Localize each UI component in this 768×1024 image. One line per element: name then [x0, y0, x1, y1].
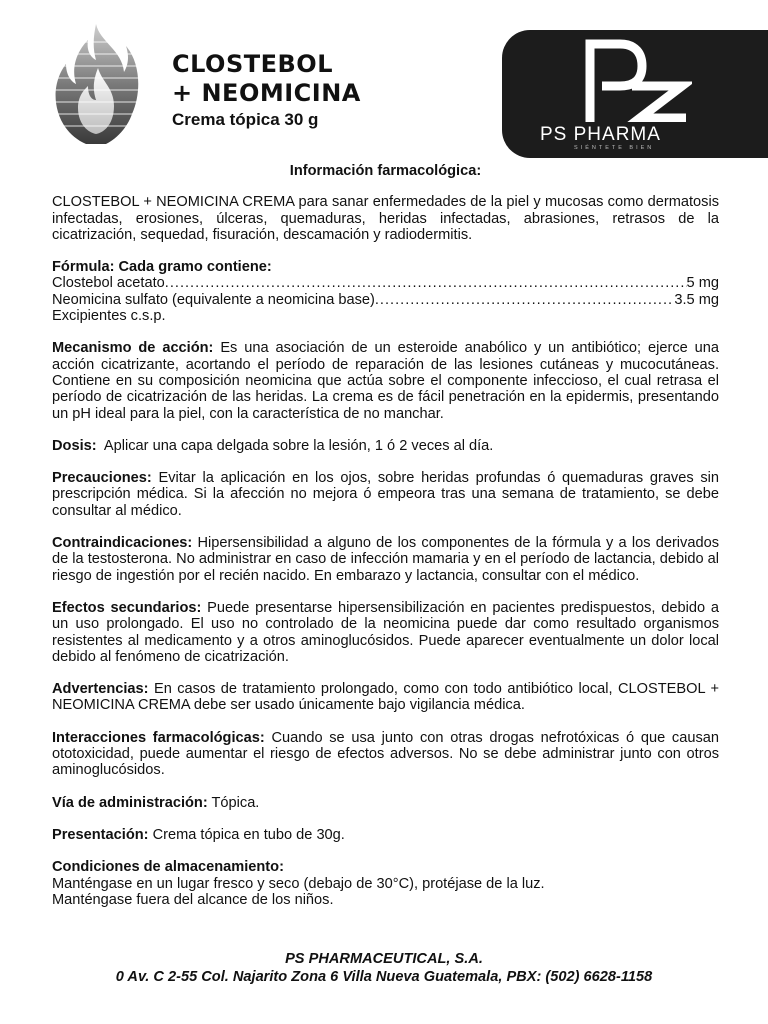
ps-logo-icon: [582, 38, 692, 122]
section-label: Mecanismo de acción:: [52, 340, 214, 357]
formula-label: Fórmula: Cada gramo contiene:: [52, 259, 272, 276]
footer-company: PS PHARMACEUTICAL, S.A.: [285, 951, 483, 967]
formula-item-name: Neomicina sulfato (equivalente a neomicina base): [52, 291, 375, 308]
section-text: En casos de tratamiento prolongado, como con todo antibiótico local, CLOSTEBOL + NEOMICINA CREMA debe ser usado únicamente bajo vigilancia médica.: [52, 681, 719, 714]
storage-label: Condiciones de almacenamiento:: [52, 859, 284, 876]
section-label: Dosis:: [52, 437, 97, 454]
formula-section: [52, 259, 719, 324]
storage-line: Manténgase en un lugar fresco y seco (debajo de 30°C), protéjase de la luz.: [52, 875, 545, 892]
section-label: Advertencias:: [52, 681, 149, 698]
formula-item-name: Clostebol acetato: [52, 275, 165, 292]
product-name-line2: + NEOMICINA: [172, 79, 361, 107]
section-text: Puede presentarse hipersensibilización en pacientes predispuestos, debido a un uso prolongado. El uso no controlado de la neomicina puede dar como resultado organismos resistentes al medicamento y a otros aminoglucósidos. Puede aparecer eventualmente un dolor local debido al fenómeno de cicatrización.: [52, 599, 720, 665]
section-label: Interacciones farmacológicas:: [52, 729, 265, 746]
product-title-block: [172, 50, 361, 130]
product-form: Crema tópica 30 g: [172, 110, 319, 129]
footer: [0, 950, 768, 986]
flame-icon: [52, 22, 140, 146]
excipients: Excipientes c.s.p.: [52, 308, 166, 325]
document-body: [52, 163, 719, 924]
section-interacciones: [52, 730, 719, 779]
section-mecanismo: [52, 340, 719, 421]
intro-paragraph: CLOSTEBOL + NEOMICINA CREMA para sanar enfermedades de la piel y mucosas como dermatosis infectadas, erosiones, úlceras, quemaduras, heridas infectadas, abrasiones, retrasos de la cicatrización, sequedad, fisuración, descamación y radiodermitis.: [52, 194, 719, 243]
brand-logo-box: [502, 30, 768, 158]
section-text: Crema tópica en tubo de 30g.: [148, 826, 345, 843]
section-dosis: [52, 438, 719, 454]
section-text: Aplicar una capa delgada sobre la lesión, 1 ó 2 veces al día.: [96, 437, 494, 454]
section-via: [52, 795, 719, 811]
product-name-line1: CLOSTEBOL: [172, 50, 333, 78]
section-precauciones: [52, 470, 719, 519]
section-contraindicaciones: [52, 535, 719, 584]
section-text: Cuando se usa junto con otras drogas nefrotóxicas ó que causan ototoxicidad, puede aumentar el riesgo de efectos adversos. No se debe administrar junto con otros aminoglucósidos.: [52, 729, 719, 779]
info-heading: Información farmacológica:: [289, 163, 482, 179]
section-text: Tópica.: [207, 794, 260, 811]
section-advertencias: [52, 681, 719, 714]
section-label: Efectos secundarios:: [52, 599, 202, 616]
formula-item-amount: 3.5 mg: [674, 291, 719, 308]
section-presentacion: [52, 827, 719, 843]
section-text: Es una asociación de un esteroide anabólico y un antibiótico; ejerce una acción cicatrizante, acortando el período de reparación de las lesiones cutáneas y mucocutáneas. Contiene en su composición neomicina que actúa sobre el componente infeccioso, el cual retrasa el período de cicatrización de las heridas. La crema es de fácil penetración en la epidermis, presentando un pH ideal para la piel, con la característica de no manchar.: [52, 340, 719, 422]
section-label: Vía de administración:: [52, 794, 208, 811]
section-text: Hipersensibilidad a alguno de los componentes de la fórmula y a los derivados de la testosterona. No administrar en caso de infección mamaria y en el período de lactancia, debido al riesgo de ingestión por el recién nacido. En embarazo y lactancia, consultar con el médico.: [52, 535, 719, 584]
section-label: Presentación:: [52, 826, 149, 843]
formula-item: [52, 275, 719, 291]
brand-name: PS PHARMA: [540, 124, 661, 145]
storage-line: Manténgase fuera del alcance de los niños.: [52, 891, 334, 908]
storage-section: [52, 859, 719, 908]
footer-address: 0 Av. C 2-55 Col. Najarito Zona 6 Villa Nueva Guatemala, PBX: (502) 6628-1158: [115, 969, 653, 985]
brand-tagline: SIÉNTETE BIEN: [574, 145, 655, 151]
section-efectos: [52, 600, 719, 665]
section-label: Contraindicaciones:: [52, 535, 193, 552]
formula-item: [52, 292, 719, 308]
section-text: Evitar la aplicación en los ojos, sobre heridas profundas ó quemaduras graves sin prescripción médica. Si la afección no mejora ó empeora tras una semana de tratamiento, se debe consultar al médico.: [52, 470, 719, 519]
formula-item-amount: 5 mg: [686, 275, 719, 292]
section-label: Precauciones:: [52, 470, 152, 487]
